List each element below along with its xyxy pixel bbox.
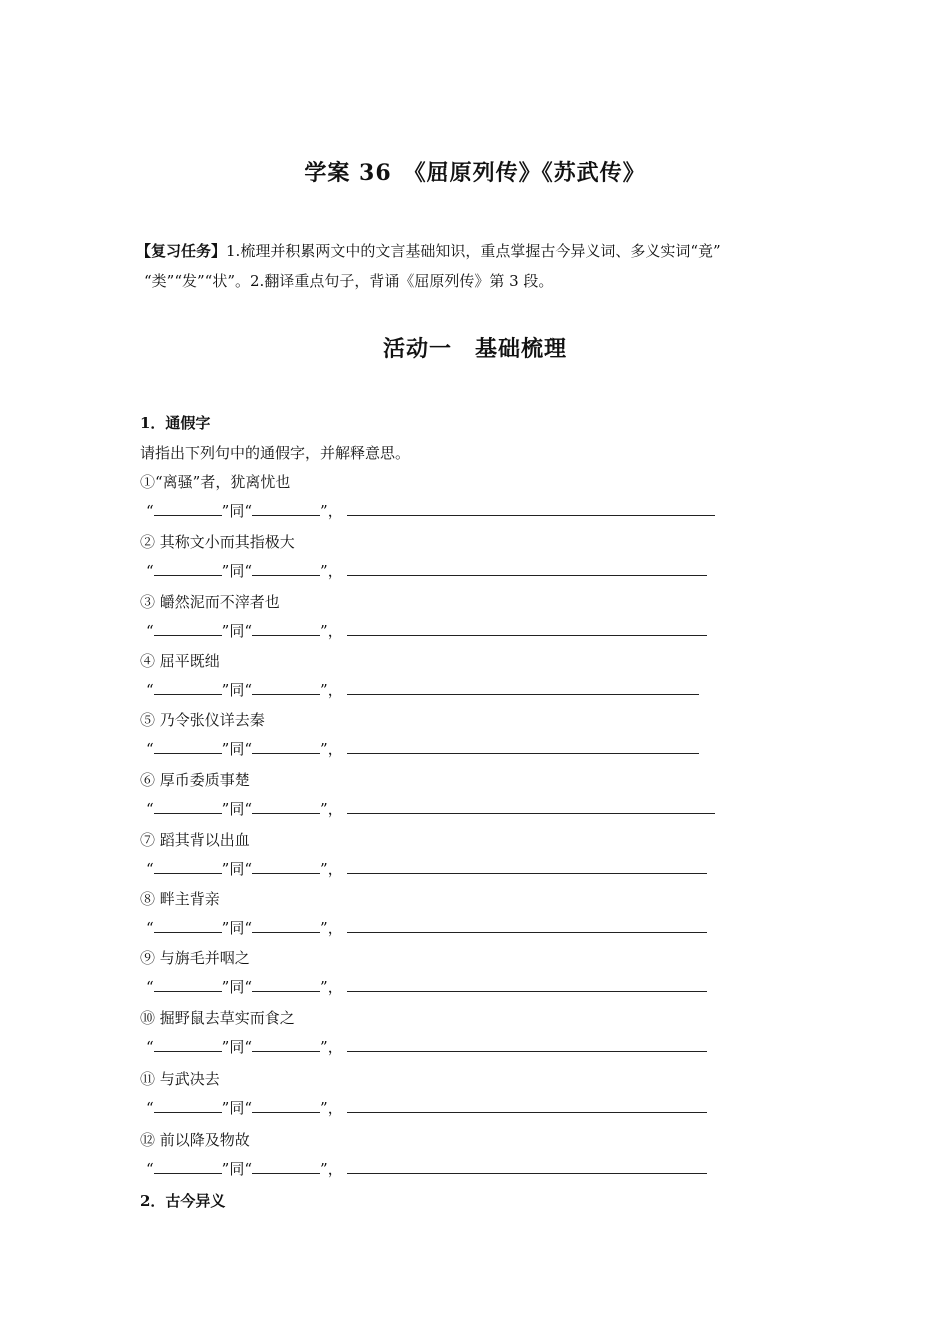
answer-row — [140, 557, 780, 586]
answer-row — [140, 914, 780, 943]
same-as-label: 同 — [229, 919, 245, 937]
open-quote: “ — [244, 740, 253, 758]
open-quote: “ — [244, 622, 253, 640]
open-quote: “ — [244, 860, 253, 878]
char-blank-2[interactable] — [252, 500, 320, 516]
answer-row — [140, 497, 780, 526]
list-item — [140, 1004, 780, 1062]
close-quote: ” — [221, 740, 230, 758]
same-as-label: 同 — [229, 681, 245, 699]
activity-title: 活动一 基础梳理 — [382, 336, 567, 362]
char-blank-2[interactable] — [252, 976, 320, 992]
meaning-blank[interactable] — [347, 976, 707, 992]
open-quote: “ — [244, 1099, 253, 1117]
answer-row — [140, 617, 780, 646]
item-sentence: ⑦ 蹈其背以出血 — [140, 831, 250, 849]
close-quote: ” — [221, 502, 230, 520]
close-quote: ” — [221, 622, 230, 640]
char-blank-2[interactable] — [252, 738, 320, 754]
answer-row — [140, 855, 780, 884]
same-as-label: 同 — [229, 740, 245, 758]
same-as-label: 同 — [229, 1099, 245, 1117]
open-quote: “ — [244, 681, 253, 699]
close-quote: ” — [221, 860, 230, 878]
close-quote: ” — [320, 919, 328, 937]
close-quote: ” — [320, 1160, 328, 1178]
item-sentence: ⑨ 与旃毛并咽之 — [140, 949, 250, 967]
comma: ， — [327, 978, 343, 996]
char-blank-2[interactable] — [252, 858, 320, 874]
open-quote: “ — [244, 562, 253, 580]
open-quote: “ — [146, 681, 154, 699]
comma: ， — [327, 740, 343, 758]
item-sentence: ③ 皭然泥而不滓者也 — [140, 593, 280, 611]
char-blank-2[interactable] — [252, 798, 320, 814]
meaning-blank[interactable] — [347, 1097, 707, 1113]
close-quote: ” — [320, 740, 328, 758]
review-task-line2: “类”“发”“状”。2.翻译重点句子，背诵《屈原列传》第 3 段。 — [144, 272, 554, 290]
item-sentence: ⑧ 畔主背亲 — [140, 890, 220, 908]
close-quote: ” — [320, 978, 328, 996]
comma: ， — [327, 860, 343, 878]
meaning-blank[interactable] — [347, 1158, 707, 1174]
comma: ， — [327, 1160, 343, 1178]
char-blank-2[interactable] — [252, 1036, 320, 1052]
close-quote: ” — [320, 1038, 328, 1056]
answer-row — [140, 795, 780, 824]
meaning-blank[interactable] — [347, 560, 707, 576]
same-as-label: 同 — [229, 502, 245, 520]
list-item — [140, 885, 780, 943]
close-quote: ” — [320, 860, 328, 878]
answer-row — [140, 676, 780, 705]
close-quote: ” — [221, 978, 230, 996]
close-quote: ” — [320, 681, 328, 699]
char-blank-1[interactable] — [154, 560, 222, 576]
char-blank-2[interactable] — [252, 560, 320, 576]
list-item — [140, 1126, 780, 1184]
open-quote: “ — [146, 740, 154, 758]
comma: ， — [327, 562, 343, 580]
answer-row — [140, 1033, 780, 1062]
close-quote: ” — [221, 1099, 230, 1117]
section2-heading: 2．古今异义 — [140, 1192, 226, 1210]
char-blank-2[interactable] — [252, 1097, 320, 1113]
char-blank-1[interactable] — [154, 738, 222, 754]
open-quote: “ — [146, 800, 154, 818]
open-quote: “ — [244, 1160, 253, 1178]
char-blank-2[interactable] — [252, 620, 320, 636]
open-quote: “ — [146, 1099, 154, 1117]
review-task-text1: 1.梳理并积累两文中的文言基础知识，重点掌握古今异义词、多义实词“竟” — [226, 242, 721, 260]
char-blank-2[interactable] — [252, 917, 320, 933]
open-quote: “ — [146, 502, 154, 520]
char-blank-1[interactable] — [154, 1036, 222, 1052]
char-blank-1[interactable] — [154, 500, 222, 516]
meaning-blank[interactable] — [347, 620, 707, 636]
comma: ， — [327, 919, 343, 937]
meaning-blank[interactable] — [347, 738, 699, 754]
close-quote: ” — [221, 1160, 230, 1178]
list-item — [140, 528, 780, 586]
item-sentence: ⑪ 与武决去 — [140, 1070, 220, 1088]
char-blank-2[interactable] — [252, 1158, 320, 1174]
list-item — [140, 588, 780, 646]
char-blank-2[interactable] — [252, 679, 320, 695]
char-blank-1[interactable] — [154, 679, 222, 695]
list-item — [140, 647, 780, 705]
item-sentence: ⑥ 厚币委质事楚 — [140, 771, 250, 789]
section1-instruction: 请指出下列句中的通假字，并解释意思。 — [140, 444, 411, 462]
close-quote: ” — [221, 562, 230, 580]
close-quote: ” — [221, 1038, 230, 1056]
item-sentence: ④ 屈平既绌 — [140, 652, 220, 670]
char-blank-1[interactable] — [154, 917, 222, 933]
open-quote: “ — [146, 562, 154, 580]
close-quote: ” — [320, 622, 328, 640]
open-quote: “ — [244, 919, 253, 937]
open-quote: “ — [244, 978, 253, 996]
open-quote: “ — [146, 1160, 154, 1178]
char-blank-1[interactable] — [154, 798, 222, 814]
meaning-blank[interactable] — [347, 917, 707, 933]
same-as-label: 同 — [229, 800, 245, 818]
open-quote: “ — [146, 622, 154, 640]
item-sentence: ⑩ 掘野鼠去草实而食之 — [140, 1009, 295, 1027]
answer-row — [140, 973, 780, 1002]
open-quote: “ — [244, 502, 253, 520]
same-as-label: 同 — [229, 1160, 245, 1178]
close-quote: ” — [221, 681, 230, 699]
item-sentence: ② 其称文小而其指极大 — [140, 533, 295, 551]
answer-row — [140, 735, 780, 764]
same-as-label: 同 — [229, 622, 245, 640]
close-quote: ” — [320, 502, 328, 520]
item-sentence: ①“离骚”者，犹离忧也 — [140, 473, 291, 491]
comma: ， — [327, 800, 343, 818]
comma: ， — [327, 502, 343, 520]
list-item — [140, 944, 780, 1002]
close-quote: ” — [320, 800, 328, 818]
open-quote: “ — [244, 800, 253, 818]
close-quote: ” — [221, 800, 230, 818]
item-sentence: ⑤ 乃令张仪详去秦 — [140, 711, 265, 729]
meaning-blank[interactable] — [347, 798, 715, 814]
list-item — [140, 468, 780, 526]
open-quote: “ — [244, 1038, 253, 1056]
review-task-label: 【复习任务】 — [136, 242, 227, 260]
comma: ， — [327, 622, 343, 640]
section1-heading: 1．通假字 — [140, 414, 211, 432]
close-quote: ” — [221, 919, 230, 937]
list-item — [140, 1065, 780, 1123]
list-item — [140, 826, 780, 884]
comma: ， — [327, 1099, 343, 1117]
page-title: 学案 36 《屈原列传》《苏武传》 — [304, 160, 646, 186]
char-blank-1[interactable] — [154, 858, 222, 874]
answer-row — [140, 1094, 780, 1123]
review-task — [136, 236, 820, 296]
same-as-label: 同 — [229, 1038, 245, 1056]
meaning-blank[interactable] — [347, 858, 707, 874]
close-quote: ” — [320, 1099, 328, 1117]
comma: ， — [327, 1038, 343, 1056]
open-quote: “ — [146, 1038, 154, 1056]
meaning-blank[interactable] — [347, 1036, 707, 1052]
meaning-blank[interactable] — [347, 500, 715, 516]
char-blank-1[interactable] — [154, 976, 222, 992]
open-quote: “ — [146, 860, 154, 878]
comma: ， — [327, 681, 343, 699]
answer-row — [140, 1155, 780, 1184]
char-blank-1[interactable] — [154, 1097, 222, 1113]
list-item — [140, 706, 780, 764]
char-blank-1[interactable] — [154, 1158, 222, 1174]
review-task-line1 — [136, 236, 820, 266]
same-as-label: 同 — [229, 562, 245, 580]
same-as-label: 同 — [229, 860, 245, 878]
char-blank-1[interactable] — [154, 620, 222, 636]
same-as-label: 同 — [229, 978, 245, 996]
close-quote: ” — [320, 562, 328, 580]
open-quote: “ — [146, 978, 154, 996]
list-item — [140, 766, 780, 824]
item-sentence: ⑫ 前以降及物故 — [140, 1131, 250, 1149]
open-quote: “ — [146, 919, 154, 937]
meaning-blank[interactable] — [347, 679, 699, 695]
